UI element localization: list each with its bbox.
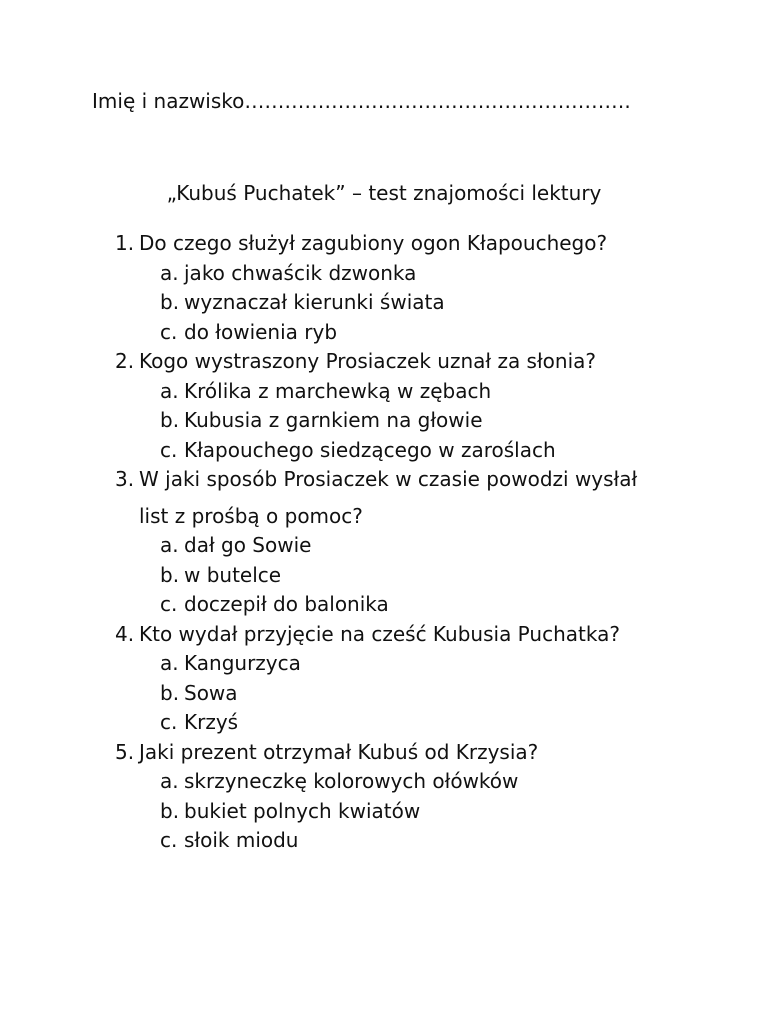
option-letter: a. [160, 651, 179, 675]
page-title: „Kubuś Puchatek” – test znajomości lektury [166, 181, 602, 205]
option-letter: b. [160, 290, 180, 314]
option-letter: c. [160, 710, 178, 734]
question-4 [115, 620, 715, 738]
option-text: słoik miodu [184, 828, 299, 852]
option-text: Sowa [184, 680, 238, 705]
option-letter: b. [160, 562, 180, 587]
option-text: jako chwaścik dzwonka [184, 260, 417, 285]
option-letter: a. [160, 260, 179, 285]
option-letter: b. [160, 680, 180, 705]
answer-option [115, 767, 715, 797]
option-letter: a. [160, 769, 179, 793]
question-text: Kto wydał przyjęcie na cześć Kubusia Puchatka? [139, 621, 620, 646]
option-text: Królika z marchewką w zębach [184, 378, 492, 403]
answer-option [115, 531, 715, 561]
question-3 [115, 465, 715, 620]
question-list [115, 229, 715, 856]
option-text: bukiet polnych kwiatów [184, 798, 421, 823]
answer-option [115, 259, 715, 289]
question-text: Kogo wystraszony Prosiaczek uznał za słonia? [139, 349, 597, 373]
question-number: 3. [115, 467, 135, 491]
answer-option [115, 406, 715, 436]
option-letter: c. [160, 437, 178, 462]
option-text: Kangurzyca [184, 651, 301, 675]
option-letter: b. [160, 798, 180, 823]
question-number: 1. [115, 231, 135, 255]
question-number: 2. [115, 349, 135, 373]
option-letter: c. [160, 828, 178, 852]
option-text: do łowienia ryb [184, 319, 338, 344]
answer-option [115, 436, 715, 466]
question-text-continued: list z prośbą o pomoc? [139, 503, 363, 528]
answer-option [115, 377, 715, 407]
option-letter: b. [160, 408, 180, 432]
option-text: dał go Sowie [184, 533, 312, 557]
option-letter: a. [160, 378, 179, 403]
option-text: Kłapouchego siedzącego w zaroślach [184, 437, 556, 462]
option-text: Kubusia z garnkiem na głowie [184, 408, 483, 432]
question-text: W jaki sposób Prosiaczek w czasie powodzi wysłał [139, 467, 638, 491]
answer-option [115, 561, 715, 591]
answer-option [115, 679, 715, 709]
answer-option [115, 590, 715, 620]
answer-option [115, 288, 715, 318]
question-text: Do czego służył zagubiony ogon Kłapouchego? [139, 231, 608, 255]
question-number: 4. [115, 621, 135, 646]
option-text: doczepił do balonika [184, 592, 389, 616]
option-text: wyznaczał kierunki świata [184, 290, 445, 314]
option-letter: a. [160, 533, 179, 557]
answer-option [115, 826, 715, 856]
question-text: Jaki prezent otrzymał Kubuś od Krzysia? [139, 739, 539, 764]
answer-option [115, 649, 715, 679]
option-text: Krzyś [184, 710, 239, 734]
question-2 [115, 347, 715, 465]
name-field: Imię i nazwisko…………………………………………………. [92, 89, 631, 113]
option-letter: c. [160, 592, 178, 616]
answer-option [115, 318, 715, 348]
answer-option [115, 797, 715, 827]
option-text: skrzyneczkę kolorowych ołówków [184, 769, 519, 793]
option-text: w butelce [184, 562, 282, 587]
question-number: 5. [115, 739, 135, 764]
question-5 [115, 738, 715, 856]
question-1 [115, 229, 715, 347]
answer-option [115, 708, 715, 738]
option-letter: c. [160, 319, 178, 344]
